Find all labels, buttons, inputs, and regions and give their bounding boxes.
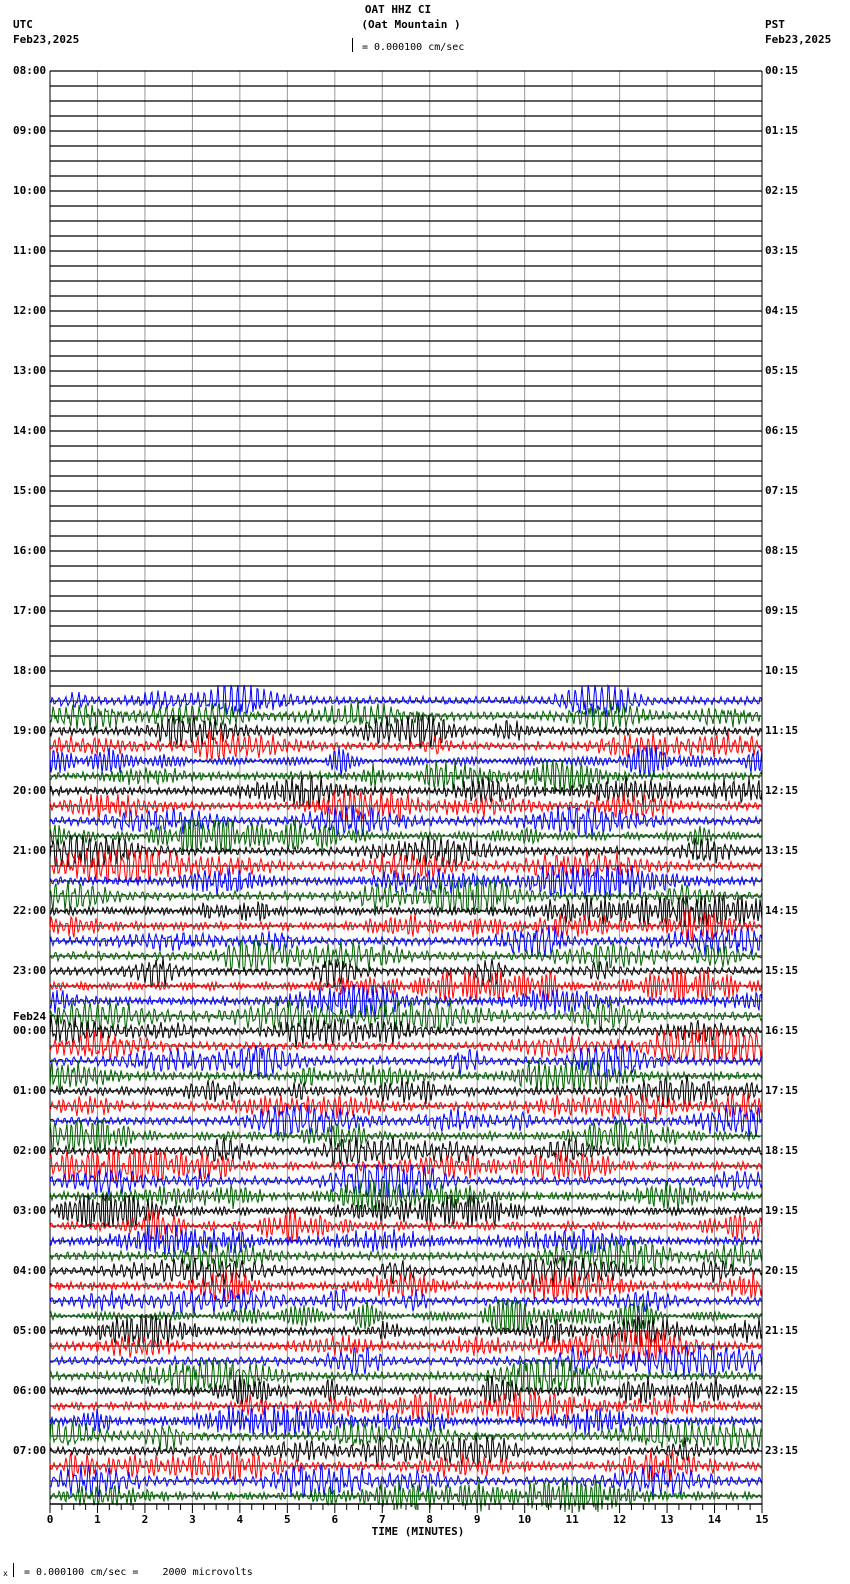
right-timezone: PST [765, 18, 785, 31]
x-tick-label: 6 [331, 1513, 339, 1526]
scale-text: = 0.000100 cm/sec [362, 42, 465, 53]
right-hour-label: 12:15 [765, 784, 799, 797]
x-tick-label: 14 [707, 1513, 722, 1526]
left-hour-label: 14:00 [13, 424, 47, 437]
footer-prefix: x [3, 1569, 8, 1578]
left-hour-label: 07:00 [13, 1444, 47, 1457]
x-tick-label: 3 [189, 1513, 196, 1526]
left-hour-label: 15:00 [13, 484, 47, 497]
left-hour-label: 10:00 [13, 184, 47, 197]
left-timezone: UTC [13, 18, 33, 31]
right-hour-label: 18:15 [765, 1144, 799, 1157]
left-hour-label: 17:00 [13, 604, 47, 617]
right-hour-label: 19:15 [765, 1204, 799, 1217]
x-tick-label: 1 [94, 1513, 101, 1526]
right-hour-label: 10:15 [765, 664, 799, 677]
right-hour-label: 15:15 [765, 964, 799, 977]
left-hour-label: 18:00 [13, 664, 47, 677]
left-hour-label: 04:00 [13, 1264, 47, 1277]
x-tick-label: 8 [426, 1513, 434, 1526]
right-hour-label: 00:15 [765, 64, 799, 77]
left-hour-label: 22:00 [13, 904, 47, 917]
footer-scale-bar-icon [13, 1563, 14, 1577]
x-tick-label: 12 [612, 1513, 627, 1526]
x-tick-label: 0 [46, 1513, 54, 1526]
right-hour-label: 01:15 [765, 124, 799, 137]
left-hour-label: 13:00 [13, 364, 47, 377]
right-hour-label: 20:15 [765, 1264, 799, 1277]
x-tick-label: 13 [660, 1513, 674, 1526]
x-tick-label: 11 [565, 1513, 579, 1526]
x-tick-label: 7 [378, 1513, 386, 1526]
x-axis-label: TIME (MINUTES) [371, 1525, 465, 1538]
left-hour-label: 00:00 [13, 1024, 47, 1037]
left-hour-label: 20:00 [13, 784, 47, 797]
date-change-label: Feb24 [13, 1010, 47, 1023]
right-hour-label: 21:15 [765, 1324, 799, 1337]
footer-scale-text: = 0.000100 cm/sec = 2000 microvolts [24, 1567, 253, 1578]
left-hour-label: 21:00 [13, 844, 47, 857]
right-hour-label: 11:15 [765, 724, 799, 737]
left-hour-label: 05:00 [13, 1324, 47, 1337]
right-hour-label: 07:15 [765, 484, 799, 497]
x-tick-label: 10 [518, 1513, 532, 1526]
station-name: (Oat Mountain ) [361, 18, 461, 31]
x-tick-label: 15 [755, 1513, 769, 1526]
right-hour-label: 16:15 [765, 1024, 799, 1037]
x-tick-label: 9 [473, 1513, 481, 1526]
left-date: Feb23,2025 [13, 33, 80, 46]
right-hour-label: 06:15 [765, 424, 799, 437]
left-hour-label: 01:00 [13, 1084, 47, 1097]
right-hour-label: 05:15 [765, 364, 799, 377]
left-hour-label: 16:00 [13, 544, 47, 557]
right-hour-label: 03:15 [765, 244, 799, 257]
seismic-trace [50, 701, 762, 732]
right-hour-label: 22:15 [765, 1384, 799, 1397]
left-hour-label: 09:00 [13, 124, 47, 137]
left-hour-label: 03:00 [13, 1204, 47, 1217]
right-hour-label: 14:15 [765, 904, 799, 917]
right-hour-label: 04:15 [765, 304, 799, 317]
right-hour-label: 09:15 [765, 604, 799, 617]
seismic-trace [50, 1289, 762, 1316]
left-hour-label: 23:00 [13, 964, 47, 977]
left-hour-label: 19:00 [13, 724, 47, 737]
left-hour-label: 02:00 [13, 1144, 47, 1157]
x-tick-label: 2 [141, 1513, 149, 1526]
x-tick-label: 4 [236, 1513, 244, 1526]
chart-title: OAT HHZ CI [364, 3, 432, 16]
left-hour-label: 06:00 [13, 1384, 47, 1397]
right-hour-label: 13:15 [765, 844, 799, 857]
right-hour-label: 23:15 [765, 1444, 799, 1457]
right-hour-label: 08:15 [765, 544, 799, 557]
left-hour-label: 12:00 [13, 304, 47, 317]
left-hour-label: 08:00 [13, 64, 47, 77]
right-hour-label: 17:15 [765, 1084, 799, 1097]
right-hour-label: 02:15 [765, 184, 799, 197]
left-hour-label: 11:00 [13, 244, 47, 257]
right-date: Feb23,2025 [765, 33, 832, 46]
x-tick-label: 5 [284, 1513, 291, 1526]
